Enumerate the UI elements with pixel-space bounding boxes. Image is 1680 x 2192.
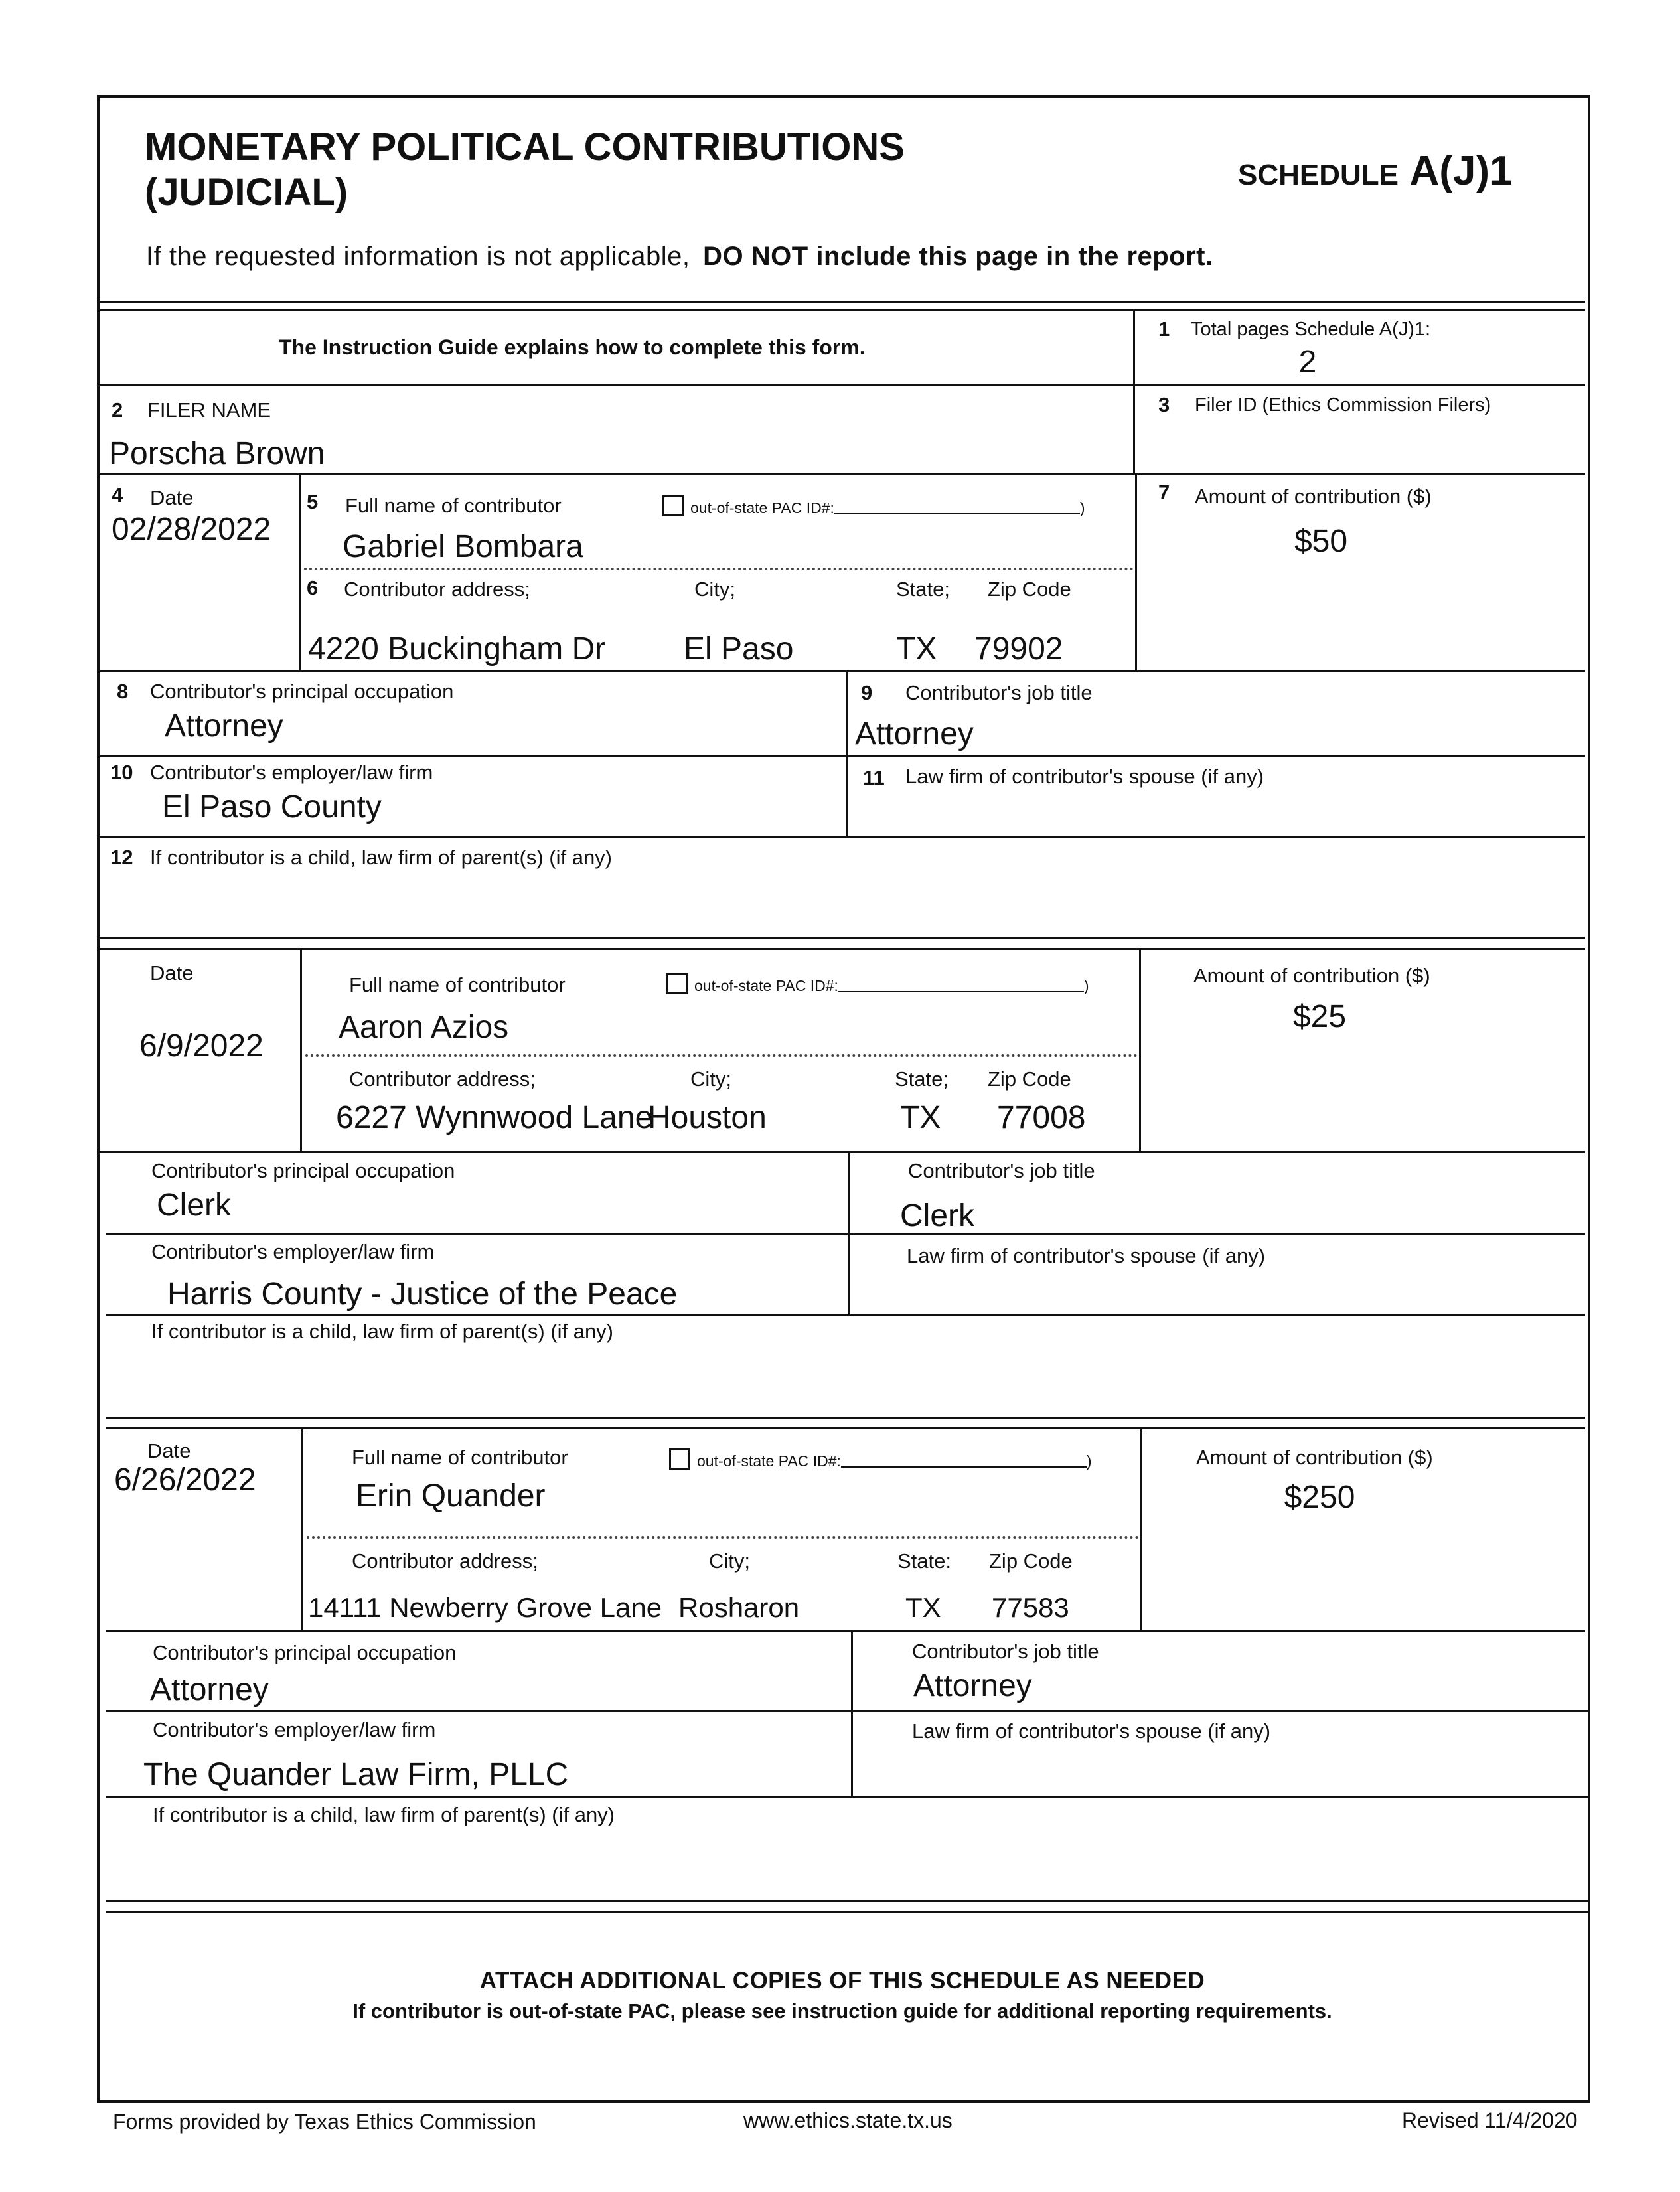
filer-id-label: Filer ID (Ethics Commission Filers)	[1195, 394, 1491, 416]
contributor-name-value: Gabriel Bombara	[343, 529, 583, 564]
state-label: State;	[895, 1067, 949, 1091]
contributor-name-label: Full name of contributor	[349, 973, 566, 996]
schedule-code: A(J)1	[1409, 148, 1513, 194]
out-of-state-pac: out-of-state PAC ID#: )	[669, 1448, 1092, 1470]
total-pages-value: 2	[1298, 345, 1317, 380]
occupation-value: Clerk	[157, 1188, 232, 1223]
contributor-number: 5	[307, 490, 319, 513]
filer-name-value: Porscha Brown	[109, 436, 325, 471]
zip-label: Zip Code	[988, 1067, 1071, 1091]
footer-center: www.ethics.state.tx.us	[743, 2108, 953, 2132]
amount-label: Amount of contribution ($)	[1196, 1446, 1433, 1469]
amount-label: Amount of contribution ($)	[1195, 485, 1432, 508]
job-title-label: Contributor's job title	[908, 1159, 1095, 1182]
contributor-name-label: Full name of contributor	[345, 494, 562, 517]
zip-value: 79902	[974, 631, 1063, 666]
zip-label: Zip Code	[989, 1549, 1073, 1573]
child-number: 12	[110, 846, 133, 869]
occupation-value: Attorney	[150, 1672, 269, 1707]
pac-id-field[interactable]	[838, 978, 1084, 992]
contributor-name-value: Erin Quander	[356, 1478, 546, 1514]
employer-value: El Paso County	[162, 789, 382, 824]
employer-number: 10	[110, 761, 133, 784]
address-value: 6227 Wynnwood Lane	[336, 1100, 653, 1135]
city-label: City;	[694, 578, 735, 601]
amount-number: 7	[1158, 481, 1170, 504]
notice-prefix: If the requested information is not applicable,	[146, 242, 690, 271]
footer-left: Forms provided by Texas Ethics Commission	[113, 2110, 536, 2134]
state-value: TX	[905, 1592, 941, 1623]
job-title-value: Attorney	[855, 716, 974, 751]
address-value: 14111 Newberry Grove Lane	[308, 1592, 662, 1623]
pac-checkbox[interactable]	[662, 495, 684, 516]
amount-value: $250	[1284, 1480, 1355, 1515]
spouse-label: Law firm of contributor's spouse (if any)	[905, 765, 1264, 788]
child-label: If contributor is a child, law firm of parent(s) (if any)	[153, 1803, 615, 1826]
employer-label: Contributor's employer/law firm	[151, 1240, 435, 1263]
child-label: If contributor is a child, law firm of parent(s) (if any)	[150, 846, 613, 869]
contributor-name-value: Aaron Azios	[339, 1010, 509, 1045]
notice-bold: DO NOT include this page in the report.	[703, 242, 1213, 271]
occupation-value: Attorney	[165, 708, 283, 744]
pac-checkbox[interactable]	[666, 973, 688, 994]
job-title-value: Clerk	[900, 1198, 975, 1233]
city-label: City;	[690, 1067, 731, 1091]
date-label: Date	[150, 961, 194, 984]
filer-number: 2	[112, 398, 123, 422]
instruction-text: The Instruction Guide explains how to complete this form.	[279, 335, 866, 359]
date-value: 6/9/2022	[139, 1028, 264, 1063]
city-value: Houston	[648, 1100, 767, 1135]
spouse-number: 11	[863, 766, 885, 789]
employer-label: Contributor's employer/law firm	[150, 761, 433, 784]
address-label: Contributor address;	[352, 1549, 538, 1573]
schedule-word: SCHEDULE	[1238, 159, 1399, 191]
zip-label: Zip Code	[988, 578, 1071, 601]
city-label: City;	[709, 1549, 750, 1573]
occupation-number: 8	[117, 680, 129, 703]
attach-line1: ATTACH ADDITIONAL COPIES OF THIS SCHEDULE AS NEEDED	[479, 1968, 1205, 1994]
total-pages-label: Total pages Schedule A(J)1:	[1191, 319, 1431, 340]
amount-label: Amount of contribution ($)	[1193, 964, 1430, 987]
job-title-label: Contributor's job title	[905, 681, 1093, 704]
form-title-line1: MONETARY POLITICAL CONTRIBUTIONS	[145, 125, 905, 169]
schedule-id	[1238, 147, 1513, 195]
date-label: Date	[147, 1439, 191, 1462]
attach-line2: If contributor is out-of-state PAC, please see instruction guide for additional reporting requirements.	[352, 1999, 1332, 2023]
contributor-name-label: Full name of contributor	[352, 1446, 568, 1469]
amount-value: $50	[1294, 524, 1348, 559]
employer-value: Harris County - Justice of the Peace	[167, 1277, 678, 1312]
job-title-label: Contributor's job title	[912, 1640, 1099, 1663]
occupation-label: Contributor's principal occupation	[150, 680, 454, 703]
filer-id-number: 3	[1158, 393, 1170, 416]
employer-label: Contributor's employer/law firm	[153, 1718, 436, 1741]
state-value: TX	[900, 1100, 941, 1135]
address-number: 6	[307, 576, 319, 599]
pac-checkbox[interactable]	[669, 1448, 690, 1470]
city-value: El Paso	[684, 631, 794, 666]
job-title-number: 9	[861, 681, 873, 704]
date-value: 02/28/2022	[112, 512, 271, 547]
date-label: Date	[150, 486, 194, 509]
notice	[146, 242, 1213, 272]
out-of-state-pac: out-of-state PAC ID#: )	[666, 973, 1089, 995]
filer-name-label: FILER NAME	[147, 398, 271, 422]
form-title-line2: (JUDICIAL)	[145, 171, 348, 214]
out-of-state-pac: out-of-state PAC ID#: )	[662, 495, 1085, 517]
occupation-label: Contributor's principal occupation	[151, 1159, 455, 1182]
city-value: Rosharon	[678, 1592, 800, 1623]
date-number: 4	[112, 483, 123, 507]
pac-label: out-of-state PAC ID#:	[690, 499, 834, 516]
child-label: If contributor is a child, law firm of parent(s) (if any)	[151, 1320, 614, 1343]
amount-value: $25	[1292, 999, 1347, 1034]
occupation-label: Contributor's principal occupation	[153, 1641, 457, 1664]
job-title-value: Attorney	[913, 1668, 1032, 1703]
pac-label: out-of-state PAC ID#:	[697, 1452, 841, 1470]
zip-value: 77583	[992, 1592, 1069, 1623]
total-pages-number: 1	[1158, 317, 1170, 341]
footer-right: Revised 11/4/2020	[1402, 2108, 1578, 2132]
employer-value: The Quander Law Firm, PLLC	[143, 1757, 569, 1792]
pac-id-field[interactable]	[834, 500, 1080, 514]
state-label: State;	[896, 578, 950, 601]
form-title	[145, 125, 905, 215]
date-value: 6/26/2022	[114, 1462, 256, 1498]
spouse-label: Law firm of contributor's spouse (if any)	[907, 1244, 1266, 1267]
pac-id-field[interactable]	[841, 1453, 1087, 1468]
address-value: 4220 Buckingham Dr	[308, 631, 606, 666]
spouse-label: Law firm of contributor's spouse (if any)	[912, 1719, 1271, 1743]
pac-label: out-of-state PAC ID#:	[694, 977, 838, 994]
state-label: State:	[897, 1549, 951, 1573]
attach-notice	[100, 1968, 1585, 2023]
address-label: Contributor address;	[349, 1067, 536, 1091]
zip-value: 77008	[997, 1100, 1086, 1135]
state-value: TX	[896, 631, 937, 666]
address-label: Contributor address;	[344, 578, 530, 601]
